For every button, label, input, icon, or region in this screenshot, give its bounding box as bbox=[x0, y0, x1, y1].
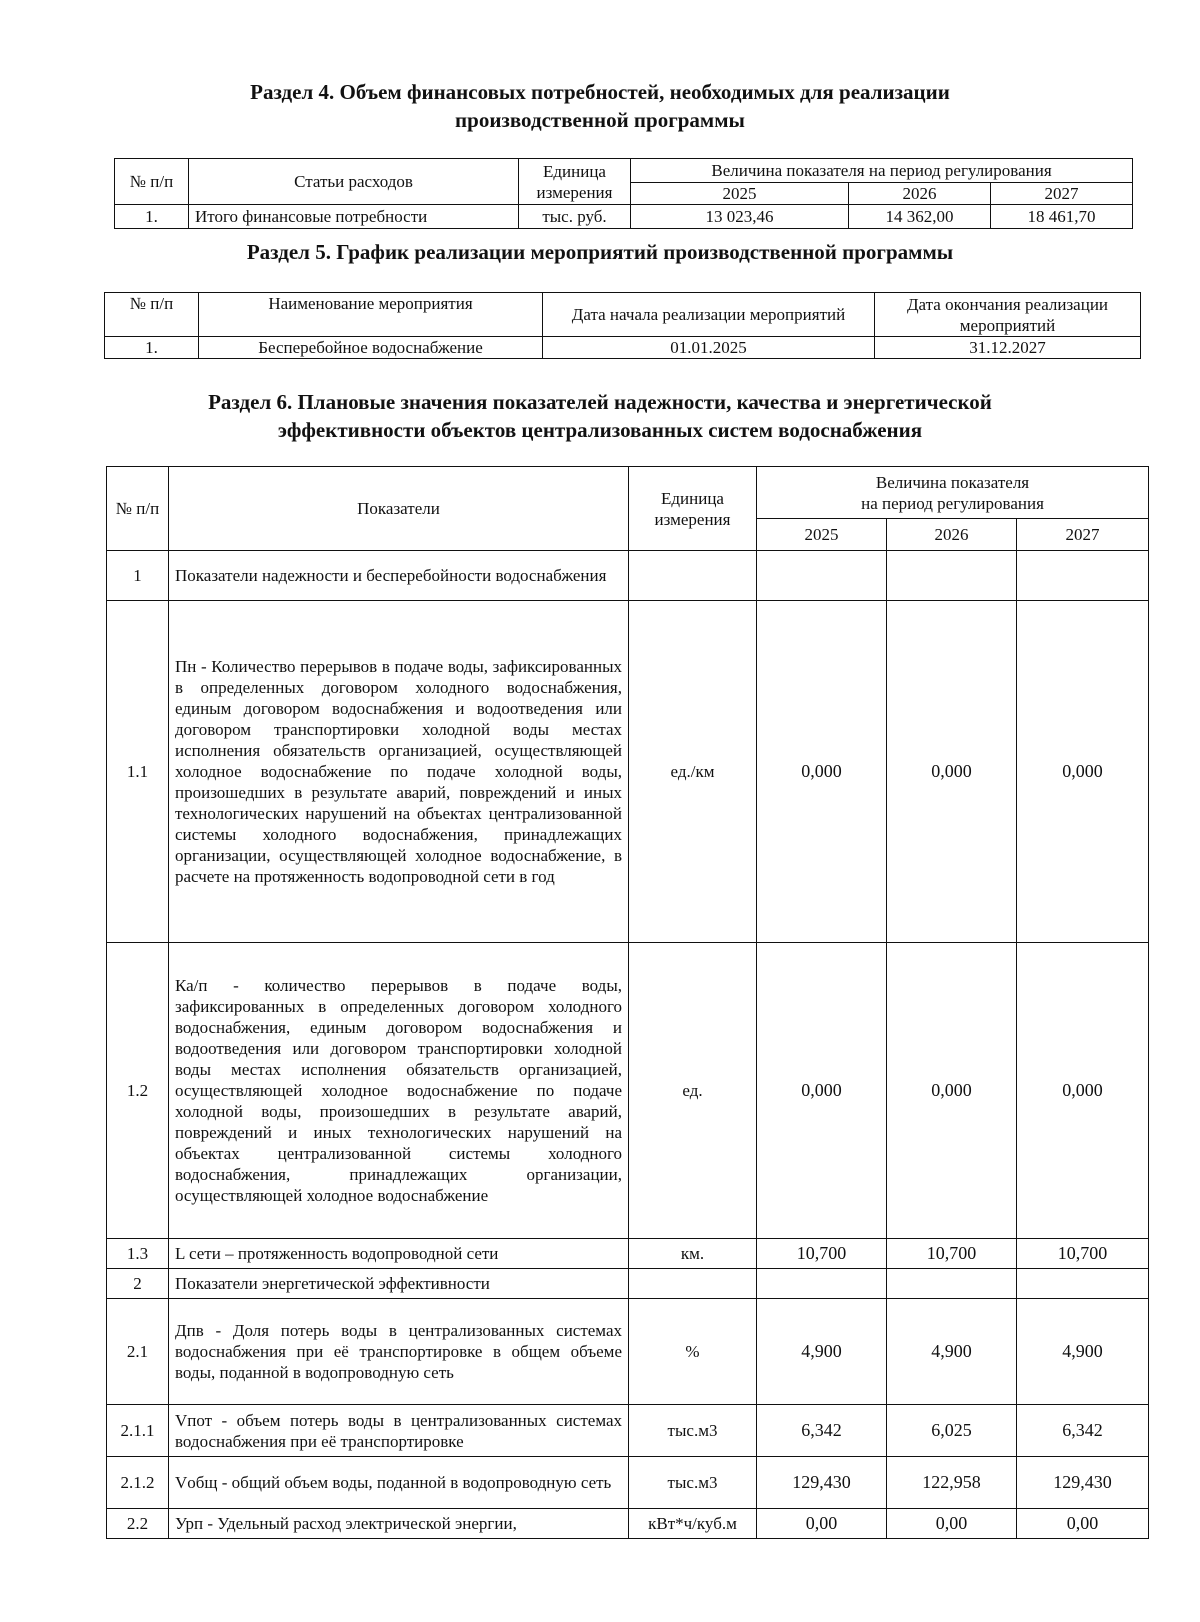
s6-row-value-2025: 0,000 bbox=[757, 943, 887, 1239]
s5-row-end: 31.12.2027 bbox=[875, 337, 1141, 359]
s6-row bbox=[107, 601, 1149, 943]
s6-row-unit bbox=[629, 1269, 757, 1299]
s4-header-unit: Единица измерения bbox=[519, 159, 631, 205]
s5-row-start: 01.01.2025 bbox=[543, 337, 875, 359]
s6-row-num: 2.1.2 bbox=[107, 1457, 169, 1509]
s6-row-value-2027 bbox=[1017, 551, 1149, 601]
s6-row-unit: кВт*ч/куб.м bbox=[629, 1509, 757, 1539]
s6-row-value-2026: 10,700 bbox=[887, 1239, 1017, 1269]
s4-header-item: Статьи расходов bbox=[189, 159, 519, 205]
s6-header-year-2025: 2025 bbox=[757, 519, 887, 551]
s6-row-value-2025: 0,00 bbox=[757, 1509, 887, 1539]
s4-header-num: № п/п bbox=[115, 159, 189, 205]
s6-row-value-2026: 0,00 bbox=[887, 1509, 1017, 1539]
s6-header-num: № п/п bbox=[107, 467, 169, 551]
section4-table bbox=[114, 158, 1133, 229]
s6-row-unit bbox=[629, 551, 757, 601]
s6-row bbox=[107, 1299, 1149, 1405]
s6-row-value-2027: 0,000 bbox=[1017, 943, 1149, 1239]
section4-title bbox=[0, 78, 1200, 134]
s6-row bbox=[107, 943, 1149, 1239]
s6-row bbox=[107, 1239, 1149, 1269]
s6-row-unit: % bbox=[629, 1299, 757, 1405]
s6-row-text: L сети – протяженность водопроводной сети bbox=[169, 1239, 629, 1269]
s6-row-value-2027: 4,900 bbox=[1017, 1299, 1149, 1405]
s6-row-text: Урп - Удельный расход электрической энергии, bbox=[169, 1509, 629, 1539]
section6-title-line2: эффективности объектов централизованных систем водоснабжения bbox=[277, 418, 923, 442]
s6-row-value-2026: 6,025 bbox=[887, 1405, 1017, 1457]
s6-row-value-2026: 0,000 bbox=[887, 601, 1017, 943]
s6-row-value-2025: 129,430 bbox=[757, 1457, 887, 1509]
s6-row-value-2026 bbox=[887, 551, 1017, 601]
s5-header-end: Дата окончания реализации мероприятий bbox=[875, 293, 1141, 337]
s6-row-unit: тыс.м3 bbox=[629, 1405, 757, 1457]
s6-header-period-line1: Величина показателя bbox=[875, 472, 1030, 492]
s5-row bbox=[105, 337, 1141, 359]
s6-row bbox=[107, 1509, 1149, 1539]
s6-row-num: 1.3 bbox=[107, 1239, 169, 1269]
s4-row-value-2026: 14 362,00 bbox=[849, 205, 991, 229]
section4-title-line2: производственной программы bbox=[455, 108, 745, 132]
s6-row-unit: ед. bbox=[629, 943, 757, 1239]
s6-row-text: Ка/п - количество перерывов в подаче воды, зафиксированных в определенных договором холодного водоснабжения, единым договором водоснабжения и водоотведения или договором транспортировки холодной воды местах исполнения обязательств организацией, осуществляющей холодное водоснабжение по подаче холодной воды, произошедших в результате аварий, повреждений и иных технологических нарушений на объектах централизованной системы холодного водоснабжения, принадлежащих организации, осуществляющей холодное водоснабжение bbox=[169, 943, 629, 1239]
s6-row bbox=[107, 1457, 1149, 1509]
s5-header-start: Дата начала реализации мероприятий bbox=[543, 293, 875, 337]
s6-row-value-2026 bbox=[887, 1269, 1017, 1299]
s6-row-value-2025 bbox=[757, 1269, 887, 1299]
s6-row-value-2025 bbox=[757, 551, 887, 601]
section5-table bbox=[104, 292, 1141, 359]
s6-row bbox=[107, 1405, 1149, 1457]
s6-row-num: 2.1.1 bbox=[107, 1405, 169, 1457]
s4-row-value-2027: 18 461,70 bbox=[991, 205, 1133, 229]
s5-row-num: 1. bbox=[105, 337, 199, 359]
section4-title-line1: Раздел 4. Объем финансовых потребностей, необходимых для реализации bbox=[250, 80, 950, 104]
s6-row-text: Пн - Количество перерывов в подаче воды, зафиксированных в определенных договором холодного водоснабжения, единым договором водоснабжения и водоотведения или договором транспортировки холодной воды местах исполнения обязательств организацией, осуществляющей холодное водоснабжение по подаче холодной воды, произошедших в результате аварий, повреждений и иных технологических нарушений на объектах централизованной системы холодного водоснабжения, принадлежащих организации, осуществляющей холодное водоснабжение, в расчете на протяженность водопроводной сети в год bbox=[169, 601, 629, 943]
s6-row-text: Показатели энергетической эффективности bbox=[169, 1269, 629, 1299]
section5-title: Раздел 5. График реализации мероприятий производственной программы bbox=[246, 240, 954, 264]
s4-row-unit: тыс. руб. bbox=[519, 205, 631, 229]
s6-row-num: 2.2 bbox=[107, 1509, 169, 1539]
s6-row-value-2027 bbox=[1017, 1269, 1149, 1299]
s6-row-value-2027: 6,342 bbox=[1017, 1405, 1149, 1457]
s6-header-period bbox=[757, 467, 1149, 519]
s5-header-num: № п/п bbox=[105, 293, 199, 337]
s6-row-unit: ед./км bbox=[629, 601, 757, 943]
s6-row-unit: км. bbox=[629, 1239, 757, 1269]
section6-title bbox=[0, 388, 1200, 444]
s6-row-unit: тыс.м3 bbox=[629, 1457, 757, 1509]
s6-header-indicator: Показатели bbox=[169, 467, 629, 551]
s4-header-year-2027: 2027 bbox=[991, 183, 1133, 205]
s6-row bbox=[107, 1269, 1149, 1299]
s6-row-num: 1.1 bbox=[107, 601, 169, 943]
section6-title-line1: Раздел 6. Плановые значения показателей надежности, качества и энергетической bbox=[208, 390, 992, 414]
s6-row-text: Vобщ - общий объем воды, поданной в водопроводную сеть bbox=[169, 1457, 629, 1509]
s4-header-period: Величина показателя на период регулирования bbox=[631, 159, 1133, 183]
s6-header-year-2026: 2026 bbox=[887, 519, 1017, 551]
s4-header-year-2026: 2026 bbox=[849, 183, 991, 205]
s6-row-num: 1 bbox=[107, 551, 169, 601]
s6-row-text: Vпот - объем потерь воды в централизованных системах водоснабжения при её транспортировке bbox=[169, 1405, 629, 1457]
s6-row-value-2025: 6,342 bbox=[757, 1405, 887, 1457]
s4-row-num: 1. bbox=[115, 205, 189, 229]
s5-row-name: Бесперебойное водоснабжение bbox=[199, 337, 543, 359]
s6-row-num: 2.1 bbox=[107, 1299, 169, 1405]
s6-header-unit: Единица измерения bbox=[629, 467, 757, 551]
s6-row-text: Дпв - Доля потерь воды в централизованных системах водоснабжения при её транспортировке в общем объеме воды, поданной в водопроводную сеть bbox=[169, 1299, 629, 1405]
s5-header-name: Наименование мероприятия bbox=[199, 293, 543, 337]
s4-header-year-2025: 2025 bbox=[631, 183, 849, 205]
s4-row-value-2025: 13 023,46 bbox=[631, 205, 849, 229]
s4-row-item: Итого финансовые потребности bbox=[189, 205, 519, 229]
s6-row-value-2026: 0,000 bbox=[887, 943, 1017, 1239]
s6-row-value-2026: 122,958 bbox=[887, 1457, 1017, 1509]
section6-table bbox=[106, 466, 1149, 1539]
s6-row-value-2027: 129,430 bbox=[1017, 1457, 1149, 1509]
s4-row bbox=[115, 205, 1133, 229]
s6-row-value-2025: 0,000 bbox=[757, 601, 887, 943]
s6-header-period-line2: на период регулирования bbox=[861, 493, 1044, 513]
s6-header-year-2027: 2027 bbox=[1017, 519, 1149, 551]
s6-row-value-2025: 10,700 bbox=[757, 1239, 887, 1269]
s6-row-value-2026: 4,900 bbox=[887, 1299, 1017, 1405]
s6-row-value-2027: 10,700 bbox=[1017, 1239, 1149, 1269]
s6-row bbox=[107, 551, 1149, 601]
s6-row-num: 1.2 bbox=[107, 943, 169, 1239]
s6-row-num: 2 bbox=[107, 1269, 169, 1299]
s6-row-value-2027: 0,00 bbox=[1017, 1509, 1149, 1539]
s6-row-value-2025: 4,900 bbox=[757, 1299, 887, 1405]
s6-row-text: Показатели надежности и бесперебойности водоснабжения bbox=[169, 551, 629, 601]
s6-row-value-2027: 0,000 bbox=[1017, 601, 1149, 943]
